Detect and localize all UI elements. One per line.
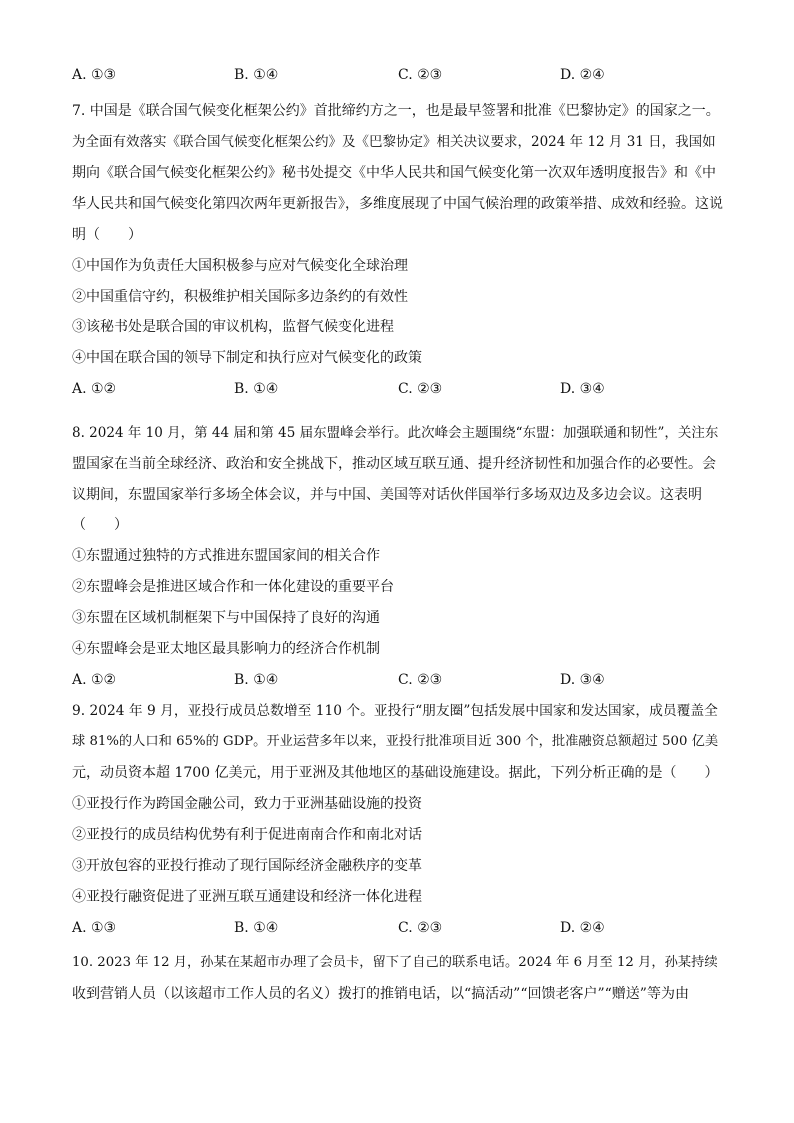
q7-stem-line: 期向《联合国气候变化框架公约》秘书处提交《中华人民共和国气候变化第一次双年透明度报告》和《中 bbox=[72, 165, 716, 181]
option-b: B. ①④ bbox=[234, 381, 279, 397]
q8-stem-line: 议期间，东盟国家举行多场全体会议，并与中国、美国等对话伙伴国举行多场双边及多边会议。这表明 bbox=[72, 487, 702, 503]
q7-options bbox=[72, 380, 724, 398]
option-d: D. ②④ bbox=[560, 67, 605, 83]
q8-statement-3: ③东盟在区域机制框架下与中国保持了良好的沟通 bbox=[72, 610, 380, 626]
option-a: A. ①③ bbox=[72, 67, 117, 83]
q7-stem-line: 明（ ） bbox=[72, 227, 142, 243]
q9-stem-line: 9. 2024 年 9 月，亚投行成员总数增至 110 个。亚投行“朋友圈”包括发展中国家和发达国家，成员覆盖全 bbox=[72, 703, 718, 719]
q8-statement-1: ①东盟通过独特的方式推进东盟国家间的相关合作 bbox=[72, 548, 380, 564]
q9-statement-4: ④亚投行融资促进了亚洲互联互通建设和经济一体化进程 bbox=[72, 889, 422, 905]
option-a: A. ①② bbox=[72, 672, 117, 688]
q9-stem-line: 元，动员资本超 1700 亿美元，用于亚洲及其他地区的基础设施建设。据此，下列分析正确的是（ ） bbox=[72, 765, 719, 781]
prev-question-options bbox=[72, 66, 724, 84]
option-c: C. ②③ bbox=[398, 67, 443, 83]
q8-statement-2: ②东盟峰会是推进区域合作和一体化建设的重要平台 bbox=[72, 579, 394, 595]
option-d: D. ③④ bbox=[560, 381, 605, 397]
option-b: B. ①④ bbox=[234, 672, 279, 688]
option-d: D. ③④ bbox=[560, 672, 605, 688]
q8-options bbox=[72, 671, 724, 689]
option-a: A. ①③ bbox=[72, 920, 117, 936]
q8-stem-line: 盟国家在当前全球经济、政治和安全挑战下，推动区域互联互通、提升经济韧性和加强合作的必要性。会 bbox=[72, 456, 716, 472]
q9-stem-line: 球 81%的人口和 65%的 GDP。开业运营多年以来，亚投行批准项目近 300 个，批准融资总额超过 500 亿美 bbox=[72, 734, 719, 749]
q7-stem-line: 为全面有效落实《联合国气候变化框架公约》及《巴黎协定》相关决议要求，2024 年 12 月 31 日，我国如 bbox=[72, 134, 716, 150]
q7-statement-4: ④中国在联合国的领导下制定和执行应对气候变化的政策 bbox=[72, 350, 422, 366]
option-c: C. ②③ bbox=[398, 920, 443, 936]
option-b: B. ①④ bbox=[234, 67, 279, 83]
option-c: C. ②③ bbox=[398, 672, 443, 688]
q8-stem-line: 8. 2024 年 10 月，第 44 届和第 45 届东盟峰会举行。此次峰会主题围绕“东盟：加强联通和韧性”，关注东 bbox=[72, 425, 719, 441]
q9-options bbox=[72, 919, 724, 937]
option-a: A. ①② bbox=[72, 381, 117, 397]
q7-stem-line: 华人民共和国气候变化第四次两年更新报告》，多维度展现了中国气候治理的政策举措、成效和经验。这说 bbox=[72, 196, 723, 212]
q8-statement-4: ④东盟峰会是亚太地区最具影响力的经济合作机制 bbox=[72, 641, 380, 657]
q9-statement-3: ③开放包容的亚投行推动了现行国际经济金融秩序的变革 bbox=[72, 858, 422, 874]
q10-stem-line: 收到营销人员（以该超市工作人员的名义）拨打的推销电话，以“搞活动”“回馈老客户”“赠送”等为由 bbox=[72, 986, 689, 1002]
option-d: D. ②④ bbox=[560, 920, 605, 936]
option-c: C. ②③ bbox=[398, 381, 443, 397]
q7-statement-1: ①中国作为负责任大国积极参与应对气候变化全球治理 bbox=[72, 258, 408, 274]
option-b: B. ①④ bbox=[234, 920, 279, 936]
q9-statement-1: ①亚投行作为跨国金融公司，致力于亚洲基础设施的投资 bbox=[72, 796, 422, 812]
q9-statement-2: ②亚投行的成员结构优势有利于促进南南合作和南北对话 bbox=[72, 827, 422, 843]
q7-stem-line: 7. 中国是《联合国气候变化框架公约》首批缔约方之一，也是最早签署和批准《巴黎协定》的国家之一。 bbox=[72, 103, 720, 119]
q10-stem-line: 10. 2023 年 12 月，孙某在某超市办理了会员卡，留下了自己的联系电话。2024 年 6 月至 12 月，孙某持续 bbox=[72, 955, 718, 970]
q7-statement-3: ③该秘书处是联合国的审议机构，监督气候变化进程 bbox=[72, 319, 394, 335]
q7-statement-2: ②中国重信守约，积极维护相关国际多边条约的有效性 bbox=[72, 289, 408, 305]
q8-stem-line: （ ） bbox=[72, 517, 128, 533]
